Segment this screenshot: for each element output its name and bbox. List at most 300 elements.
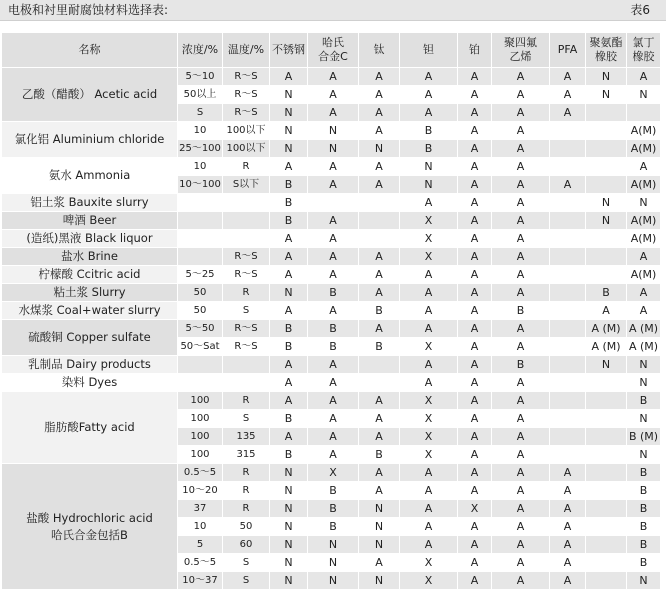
rating-cell: A bbox=[492, 284, 550, 302]
rating-cell: A bbox=[458, 122, 492, 140]
rating-cell: N bbox=[270, 122, 308, 140]
table-row bbox=[2, 212, 661, 230]
rating-cell: N bbox=[586, 356, 627, 374]
rating-cell: A bbox=[359, 266, 400, 284]
medium-name: 脂肪酸Fatty acid bbox=[2, 392, 178, 464]
rating-cell: B bbox=[492, 302, 550, 320]
rating-cell: A bbox=[400, 284, 458, 302]
medium-name: 铝土浆 Bauxite slurry bbox=[2, 194, 178, 212]
medium-name: 氨水 Ammonia bbox=[2, 158, 178, 194]
rating-cell: A bbox=[458, 302, 492, 320]
concentration-cell: 10 bbox=[178, 518, 223, 536]
table-row bbox=[2, 68, 661, 86]
rating-cell bbox=[550, 284, 586, 302]
rating-cell: A bbox=[400, 518, 458, 536]
rating-cell: A bbox=[458, 338, 492, 356]
rating-cell bbox=[550, 248, 586, 266]
rating-cell: B bbox=[270, 212, 308, 230]
rating-cell: A bbox=[400, 482, 458, 500]
column-header: 温度/% bbox=[223, 33, 270, 68]
temperature-cell: S bbox=[223, 554, 270, 572]
rating-cell: X bbox=[400, 230, 458, 248]
rating-cell: A bbox=[492, 428, 550, 446]
rating-cell bbox=[550, 158, 586, 176]
rating-cell: B bbox=[270, 410, 308, 428]
temperature-cell bbox=[223, 194, 270, 212]
column-header: 聚四氟 乙烯 bbox=[492, 33, 550, 68]
rating-cell bbox=[550, 320, 586, 338]
rating-cell: A bbox=[492, 248, 550, 266]
rating-cell: A bbox=[308, 68, 359, 86]
rating-cell: N bbox=[586, 212, 627, 230]
rating-cell: A bbox=[492, 536, 550, 554]
rating-cell: A bbox=[492, 68, 550, 86]
temperature-cell: 50 bbox=[223, 518, 270, 536]
rating-cell: A bbox=[458, 248, 492, 266]
rating-cell: A bbox=[492, 230, 550, 248]
rating-cell bbox=[586, 176, 627, 194]
column-header: 不锈钢 bbox=[270, 33, 308, 68]
rating-cell: A bbox=[492, 194, 550, 212]
rating-cell: N bbox=[359, 536, 400, 554]
rating-cell: A bbox=[458, 428, 492, 446]
rating-cell: A bbox=[308, 212, 359, 230]
table-row bbox=[2, 194, 661, 212]
rating-cell: A bbox=[492, 86, 550, 104]
corrosion-table bbox=[2, 33, 661, 590]
rating-cell: N bbox=[308, 554, 359, 572]
rating-cell: A bbox=[270, 158, 308, 176]
concentration-cell bbox=[178, 230, 223, 248]
rating-cell bbox=[550, 356, 586, 374]
rating-cell: A bbox=[359, 248, 400, 266]
temperature-cell: R～S bbox=[223, 68, 270, 86]
rating-cell: N bbox=[627, 194, 661, 212]
rating-cell bbox=[550, 230, 586, 248]
rating-cell: A bbox=[492, 500, 550, 518]
temperature-cell: R～S bbox=[223, 338, 270, 356]
temperature-cell: S bbox=[223, 302, 270, 320]
rating-cell: N bbox=[270, 536, 308, 554]
rating-cell: B bbox=[627, 554, 661, 572]
rating-cell: B bbox=[359, 446, 400, 464]
rating-cell: A bbox=[492, 212, 550, 230]
rating-cell: A bbox=[458, 140, 492, 158]
column-header: 钛 bbox=[359, 33, 400, 68]
temperature-cell: R～S bbox=[223, 104, 270, 122]
rating-cell: A bbox=[550, 572, 586, 590]
rating-cell: B bbox=[627, 392, 661, 410]
rating-cell: N bbox=[400, 158, 458, 176]
table-row bbox=[2, 284, 661, 302]
rating-cell: A bbox=[308, 410, 359, 428]
rating-cell bbox=[586, 104, 627, 122]
rating-cell: A bbox=[458, 554, 492, 572]
rating-cell bbox=[586, 248, 627, 266]
rating-cell: A bbox=[270, 248, 308, 266]
rating-cell: A (M) bbox=[586, 320, 627, 338]
concentration-cell: 50以上 bbox=[178, 86, 223, 104]
rating-cell: A bbox=[359, 104, 400, 122]
rating-cell: A(M) bbox=[627, 122, 661, 140]
rating-cell bbox=[550, 374, 586, 392]
rating-cell: N bbox=[270, 572, 308, 590]
rating-cell: A bbox=[492, 572, 550, 590]
rating-cell: X bbox=[400, 572, 458, 590]
rating-cell bbox=[586, 482, 627, 500]
rating-cell: A bbox=[492, 122, 550, 140]
concentration-cell: 37 bbox=[178, 500, 223, 518]
rating-cell bbox=[586, 140, 627, 158]
rating-cell bbox=[550, 194, 586, 212]
rating-cell: B bbox=[627, 518, 661, 536]
rating-cell: A bbox=[359, 284, 400, 302]
temperature-cell: R～S bbox=[223, 320, 270, 338]
rating-cell: N bbox=[627, 374, 661, 392]
medium-name: 盐水 Brine bbox=[2, 248, 178, 266]
rating-cell bbox=[550, 392, 586, 410]
temperature-cell bbox=[223, 212, 270, 230]
rating-cell bbox=[627, 104, 661, 122]
rating-cell: A bbox=[359, 392, 400, 410]
rating-cell: B bbox=[627, 536, 661, 554]
rating-cell: B bbox=[308, 320, 359, 338]
rating-cell bbox=[586, 464, 627, 482]
rating-cell: N bbox=[270, 518, 308, 536]
rating-cell bbox=[586, 446, 627, 464]
table-row bbox=[2, 356, 661, 374]
rating-cell: A bbox=[627, 302, 661, 320]
rating-cell: A bbox=[492, 338, 550, 356]
rating-cell: B bbox=[627, 482, 661, 500]
rating-cell: A bbox=[458, 320, 492, 338]
rating-cell: N bbox=[270, 104, 308, 122]
rating-cell: N bbox=[627, 410, 661, 428]
temperature-cell: R bbox=[223, 464, 270, 482]
rating-cell: A bbox=[270, 68, 308, 86]
rating-cell: A bbox=[308, 446, 359, 464]
rating-cell: A bbox=[308, 158, 359, 176]
concentration-cell: 0.5～5 bbox=[178, 464, 223, 482]
rating-cell: A bbox=[359, 158, 400, 176]
temperature-cell: R bbox=[223, 392, 270, 410]
rating-cell: A bbox=[308, 374, 359, 392]
rating-cell bbox=[586, 266, 627, 284]
rating-cell: A bbox=[359, 410, 400, 428]
rating-cell: A bbox=[627, 158, 661, 176]
rating-cell: A bbox=[308, 248, 359, 266]
rating-cell: A bbox=[400, 374, 458, 392]
concentration-cell: 5～10 bbox=[178, 68, 223, 86]
rating-cell: A bbox=[458, 410, 492, 428]
rating-cell: A bbox=[359, 176, 400, 194]
rating-cell: A bbox=[458, 572, 492, 590]
table-row bbox=[2, 266, 661, 284]
rating-cell: A bbox=[458, 536, 492, 554]
concentration-cell: 100 bbox=[178, 446, 223, 464]
rating-cell bbox=[586, 230, 627, 248]
medium-name: 水煤浆 Coal+water slurry bbox=[2, 302, 178, 320]
rating-cell: A bbox=[550, 86, 586, 104]
rating-cell: B bbox=[627, 464, 661, 482]
title-bar bbox=[0, 0, 666, 21]
rating-cell: A(M) bbox=[627, 266, 661, 284]
rating-cell: A bbox=[359, 428, 400, 446]
rating-cell: N bbox=[359, 572, 400, 590]
rating-cell: A bbox=[458, 68, 492, 86]
table-title: 电极和衬里耐腐蚀材料选择表: bbox=[8, 3, 169, 17]
temperature-cell: R～S bbox=[223, 266, 270, 284]
rating-cell: A bbox=[458, 518, 492, 536]
rating-cell: A bbox=[359, 464, 400, 482]
column-header: 钽 bbox=[400, 33, 458, 68]
temperature-cell: R～S bbox=[223, 248, 270, 266]
concentration-cell: 50～Sat bbox=[178, 338, 223, 356]
rating-cell bbox=[550, 446, 586, 464]
rating-cell: N bbox=[400, 176, 458, 194]
rating-cell: A(M) bbox=[627, 230, 661, 248]
rating-cell: X bbox=[400, 392, 458, 410]
rating-cell bbox=[550, 212, 586, 230]
rating-cell: B bbox=[270, 446, 308, 464]
medium-name: 盐酸 Hydrochloric acid 哈氏合金包括B bbox=[2, 464, 178, 590]
rating-cell bbox=[550, 428, 586, 446]
temperature-cell: 60 bbox=[223, 536, 270, 554]
temperature-cell bbox=[223, 356, 270, 374]
rating-cell: A bbox=[270, 392, 308, 410]
rating-cell: A bbox=[308, 302, 359, 320]
rating-cell: A bbox=[308, 104, 359, 122]
rating-cell: A bbox=[550, 104, 586, 122]
rating-cell: A bbox=[492, 104, 550, 122]
rating-cell: B bbox=[492, 356, 550, 374]
rating-cell: N bbox=[359, 518, 400, 536]
rating-cell: A bbox=[359, 482, 400, 500]
rating-cell: A bbox=[308, 392, 359, 410]
temperature-cell: 135 bbox=[223, 428, 270, 446]
concentration-cell: 10～100 bbox=[178, 176, 223, 194]
rating-cell: A bbox=[458, 356, 492, 374]
concentration-cell: 10～20 bbox=[178, 482, 223, 500]
table-row bbox=[2, 248, 661, 266]
concentration-cell: 50 bbox=[178, 302, 223, 320]
concentration-cell: 25～100 bbox=[178, 140, 223, 158]
rating-cell: X bbox=[400, 554, 458, 572]
rating-cell: A bbox=[550, 68, 586, 86]
column-header: 氯丁 橡胶 bbox=[627, 33, 661, 68]
table-row bbox=[2, 158, 661, 176]
rating-cell: A bbox=[400, 194, 458, 212]
rating-cell: A bbox=[270, 230, 308, 248]
rating-cell: B bbox=[586, 284, 627, 302]
rating-cell: N bbox=[270, 86, 308, 104]
header-row bbox=[2, 33, 661, 68]
medium-name: 啤酒 Beer bbox=[2, 212, 178, 230]
rating-cell: A bbox=[492, 392, 550, 410]
table-row bbox=[2, 302, 661, 320]
rating-cell: B bbox=[400, 140, 458, 158]
table-row bbox=[2, 230, 661, 248]
rating-cell: A bbox=[627, 68, 661, 86]
medium-name: 染料 Dyes bbox=[2, 374, 178, 392]
rating-cell: A bbox=[270, 356, 308, 374]
rating-cell: A (M) bbox=[627, 338, 661, 356]
temperature-cell: 100以下 bbox=[223, 122, 270, 140]
rating-cell: N bbox=[586, 194, 627, 212]
rating-cell: A(M) bbox=[627, 176, 661, 194]
rating-cell: A bbox=[400, 536, 458, 554]
rating-cell: N bbox=[308, 122, 359, 140]
rating-cell: B bbox=[270, 194, 308, 212]
table-row bbox=[2, 392, 661, 410]
rating-cell: N bbox=[627, 86, 661, 104]
temperature-cell: S bbox=[223, 410, 270, 428]
concentration-cell: 100 bbox=[178, 428, 223, 446]
rating-cell: A bbox=[458, 230, 492, 248]
rating-cell: A bbox=[492, 176, 550, 194]
rating-cell: A bbox=[270, 374, 308, 392]
rating-cell: N bbox=[270, 284, 308, 302]
concentration-cell: 5～50 bbox=[178, 320, 223, 338]
rating-cell: N bbox=[308, 572, 359, 590]
temperature-cell: R bbox=[223, 284, 270, 302]
rating-cell: X bbox=[400, 338, 458, 356]
rating-cell bbox=[359, 230, 400, 248]
rating-cell: A bbox=[359, 320, 400, 338]
column-header: 哈氏 合金C bbox=[308, 33, 359, 68]
rating-cell: B bbox=[270, 338, 308, 356]
rating-cell bbox=[586, 374, 627, 392]
rating-cell: B bbox=[270, 176, 308, 194]
rating-cell: A bbox=[550, 500, 586, 518]
rating-cell: B bbox=[359, 302, 400, 320]
rating-cell: A bbox=[458, 482, 492, 500]
rating-cell: X bbox=[400, 248, 458, 266]
rating-cell: A bbox=[586, 302, 627, 320]
rating-cell: B bbox=[400, 122, 458, 140]
rating-cell: A (M) bbox=[586, 338, 627, 356]
temperature-cell: S bbox=[223, 572, 270, 590]
rating-cell: A bbox=[550, 176, 586, 194]
rating-cell: B bbox=[270, 320, 308, 338]
rating-cell: X bbox=[400, 446, 458, 464]
rating-cell: A bbox=[270, 266, 308, 284]
rating-cell: B bbox=[359, 338, 400, 356]
rating-cell: A bbox=[400, 86, 458, 104]
rating-cell: N bbox=[270, 482, 308, 500]
concentration-cell: 100 bbox=[178, 392, 223, 410]
rating-cell: N bbox=[270, 554, 308, 572]
rating-cell: A bbox=[400, 356, 458, 374]
concentration-cell bbox=[178, 194, 223, 212]
temperature-cell: R bbox=[223, 158, 270, 176]
rating-cell bbox=[586, 554, 627, 572]
rating-cell: N bbox=[627, 446, 661, 464]
rating-cell: N bbox=[627, 572, 661, 590]
rating-cell: N bbox=[270, 464, 308, 482]
rating-cell: A bbox=[458, 104, 492, 122]
rating-cell: X bbox=[400, 212, 458, 230]
rating-cell: A bbox=[550, 482, 586, 500]
rating-cell: A bbox=[492, 374, 550, 392]
rating-cell: A bbox=[492, 266, 550, 284]
rating-cell: A bbox=[550, 464, 586, 482]
rating-cell bbox=[550, 266, 586, 284]
medium-name: 硫酸铜 Copper sulfate bbox=[2, 320, 178, 356]
table-row bbox=[2, 374, 661, 392]
medium-name: 乳制品 Dairy products bbox=[2, 356, 178, 374]
temperature-cell: 100以下 bbox=[223, 140, 270, 158]
rating-cell bbox=[359, 212, 400, 230]
rating-cell: A bbox=[308, 230, 359, 248]
rating-cell: A bbox=[627, 248, 661, 266]
rating-cell: A bbox=[550, 536, 586, 554]
rating-cell bbox=[359, 194, 400, 212]
rating-cell: N bbox=[308, 536, 359, 554]
rating-cell: B bbox=[308, 338, 359, 356]
rating-cell: A bbox=[492, 410, 550, 428]
rating-cell: N bbox=[270, 140, 308, 158]
rating-cell: A bbox=[270, 428, 308, 446]
rating-cell: A bbox=[492, 518, 550, 536]
rating-cell bbox=[550, 302, 586, 320]
concentration-cell bbox=[178, 374, 223, 392]
column-header: 铂 bbox=[458, 33, 492, 68]
rating-cell: X bbox=[400, 428, 458, 446]
concentration-cell: S bbox=[178, 104, 223, 122]
rating-cell bbox=[308, 194, 359, 212]
rating-cell: N bbox=[359, 500, 400, 518]
rating-cell: A bbox=[400, 464, 458, 482]
rating-cell: A bbox=[492, 140, 550, 158]
temperature-cell: R～S bbox=[223, 86, 270, 104]
rating-cell bbox=[586, 500, 627, 518]
rating-cell: A bbox=[400, 500, 458, 518]
concentration-cell: 50 bbox=[178, 284, 223, 302]
rating-cell: A bbox=[400, 302, 458, 320]
rating-cell: A bbox=[308, 428, 359, 446]
rating-cell: A bbox=[400, 68, 458, 86]
concentration-cell bbox=[178, 356, 223, 374]
concentration-cell: 5 bbox=[178, 536, 223, 554]
medium-name: 乙酸（醋酸） Acetic acid bbox=[2, 68, 178, 122]
rating-cell: A bbox=[458, 284, 492, 302]
concentration-cell: 10～37 bbox=[178, 572, 223, 590]
rating-cell: A bbox=[359, 554, 400, 572]
rating-cell: N bbox=[308, 140, 359, 158]
rating-cell: A bbox=[458, 158, 492, 176]
rating-cell: A bbox=[492, 446, 550, 464]
rating-cell: A bbox=[492, 158, 550, 176]
rating-cell: A bbox=[458, 464, 492, 482]
rating-cell: A bbox=[270, 302, 308, 320]
table-number: 表6 bbox=[630, 3, 650, 17]
rating-cell: X bbox=[458, 500, 492, 518]
temperature-cell: R bbox=[223, 482, 270, 500]
column-header: 浓度/% bbox=[178, 33, 223, 68]
rating-cell bbox=[550, 140, 586, 158]
rating-cell bbox=[550, 410, 586, 428]
rating-cell: X bbox=[308, 464, 359, 482]
rating-cell: A bbox=[458, 176, 492, 194]
medium-name: 氯化铝 Aluminium chloride bbox=[2, 122, 178, 158]
rating-cell: A bbox=[458, 86, 492, 104]
rating-cell: A bbox=[458, 212, 492, 230]
table-row bbox=[2, 464, 661, 482]
concentration-cell bbox=[178, 248, 223, 266]
rating-cell: A bbox=[308, 356, 359, 374]
table-row bbox=[2, 320, 661, 338]
